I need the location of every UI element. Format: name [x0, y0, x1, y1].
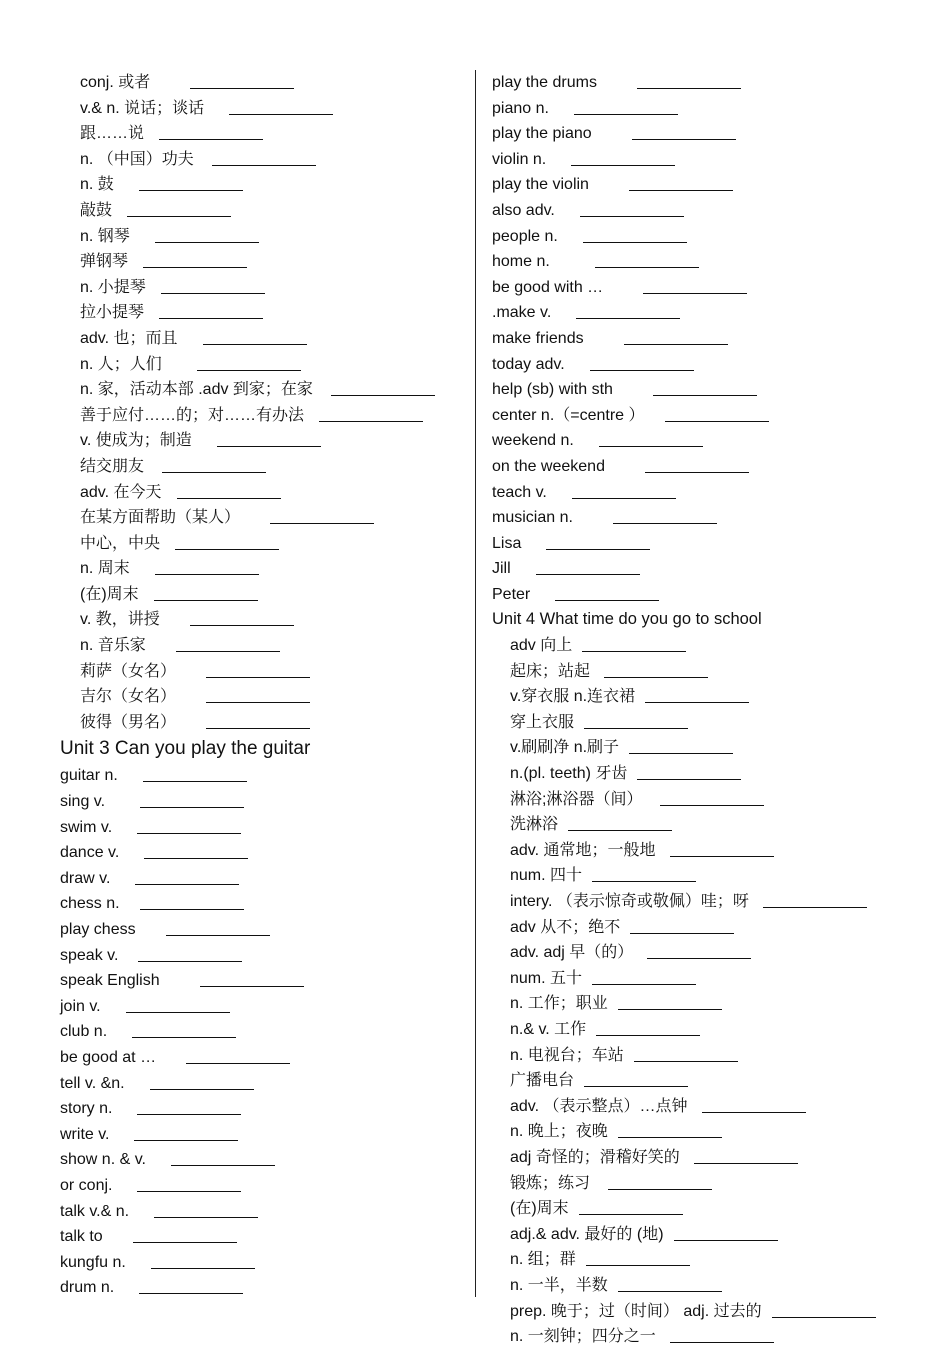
unit2-en-row: [492, 300, 912, 326]
unit2-cn-label: conj. 或者: [80, 74, 151, 91]
unit2-cn-label: v.& n. 说话；谈话: [80, 99, 205, 117]
unit2-en-label: play the violin: [492, 176, 589, 194]
unit2-cn-row: [60, 121, 465, 147]
unit3-word-row: [60, 866, 465, 892]
unit4-word-row: [492, 761, 912, 787]
unit3-word-row: [60, 1071, 465, 1097]
unit2-cn-label: n. 家，活动本部 .adv 到家；在家: [80, 381, 313, 399]
unit2-cn-row: [60, 172, 465, 198]
answer-blank[interactable]: [140, 908, 244, 910]
unit3-word-label: join v.: [60, 997, 101, 1015]
answer-blank[interactable]: [634, 1060, 738, 1062]
answer-blank[interactable]: [190, 624, 294, 626]
unit2-en-label: Peter: [492, 585, 531, 603]
answer-blank[interactable]: [331, 394, 435, 396]
answer-blank[interactable]: [143, 780, 247, 782]
unit2-en-row: [492, 198, 912, 224]
answer-blank[interactable]: [568, 829, 672, 831]
unit3-word-label: guitar n.: [60, 767, 118, 785]
answer-blank[interactable]: [536, 573, 640, 575]
answer-blank[interactable]: [137, 832, 241, 834]
answer-blank[interactable]: [629, 189, 733, 191]
unit2-en-row: [492, 275, 912, 301]
answer-blank[interactable]: [177, 497, 281, 499]
answer-blank[interactable]: [592, 983, 696, 985]
answer-blank[interactable]: [592, 880, 696, 882]
answer-blank[interactable]: [599, 445, 703, 447]
answer-blank[interactable]: [162, 471, 266, 473]
unit2-cn-label: 中心，中央: [80, 534, 161, 552]
unit2-cn-label: 敲鼓: [80, 201, 113, 219]
answer-blank[interactable]: [139, 189, 243, 191]
unit2-cn-row: [60, 428, 465, 454]
unit3-word-label: swim v.: [60, 818, 113, 836]
answer-blank[interactable]: [618, 1290, 722, 1292]
answer-blank[interactable]: [135, 883, 239, 885]
unit3-word-label: show n. & v.: [60, 1151, 146, 1169]
unit2-en-row: [492, 121, 912, 147]
answer-blank[interactable]: [186, 1062, 290, 1064]
unit2-cn-row: [60, 70, 465, 96]
unit2-en-row: [492, 147, 912, 173]
answer-blank[interactable]: [596, 1034, 700, 1036]
answer-blank[interactable]: [319, 420, 423, 422]
answer-blank[interactable]: [126, 1011, 230, 1013]
answer-blank[interactable]: [555, 599, 659, 601]
unit4-word-label: 穿上衣服: [510, 713, 575, 731]
unit4-word-label: 淋浴;淋浴器（间）: [510, 790, 643, 808]
answer-blank[interactable]: [665, 420, 769, 422]
unit3-word-label: draw v.: [60, 869, 111, 887]
unit2-cn-row: [60, 147, 465, 173]
unit2-cn-label: n. 周末: [80, 560, 130, 578]
unit2-en-label: today adv.: [492, 355, 565, 373]
answer-blank[interactable]: [572, 497, 676, 499]
unit4-word-label: 洗淋浴: [510, 816, 559, 834]
unit2-cn-row: [60, 480, 465, 506]
unit2-cn-label: (在)周末: [80, 585, 139, 603]
unit3-word-row: [60, 1122, 465, 1148]
unit2-chinese-list: [60, 70, 465, 735]
unit4-heading: Unit 4 What time do you go to school: [492, 610, 762, 629]
answer-blank[interactable]: [608, 1188, 712, 1190]
unit4-word-row: [492, 991, 912, 1017]
answer-blank[interactable]: [175, 548, 279, 550]
unit2-en-row: [492, 224, 912, 250]
unit4-word-row: [492, 889, 912, 915]
unit2-en-row: [492, 454, 912, 480]
answer-blank[interactable]: [155, 573, 259, 575]
unit2-en-row: [492, 96, 912, 122]
answer-blank[interactable]: [197, 369, 301, 371]
answer-blank[interactable]: [632, 138, 736, 140]
unit2-en-row: [492, 326, 912, 352]
unit3-word-row: [60, 763, 465, 789]
unit3-word-row: [60, 994, 465, 1020]
unit3-word-label: or conj.: [60, 1176, 113, 1194]
unit3-word-row: [60, 1173, 465, 1199]
unit2-cn-label: n. 人；人们: [80, 355, 162, 373]
unit2-en-label: center n.（=centre ）: [492, 406, 645, 424]
answer-blank[interactable]: [702, 1111, 806, 1113]
unit2-cn-row: [60, 249, 465, 275]
unit2-en-label: help (sb) with sth: [492, 381, 613, 399]
unit4-word-label: n. 电视台；车站: [510, 1046, 624, 1064]
unit2-en-label: play the piano: [492, 125, 592, 143]
answer-blank[interactable]: [166, 934, 270, 936]
unit2-en-row: [492, 582, 912, 608]
unit2-en-label: teach v.: [492, 483, 547, 501]
unit4-word-row: [492, 915, 912, 941]
unit4-word-row: [492, 940, 912, 966]
unit4-word-row: [492, 710, 912, 736]
unit3-word-label: dance v.: [60, 844, 120, 862]
answer-blank[interactable]: [127, 215, 231, 217]
unit2-cn-label: n. 钢琴: [80, 227, 130, 245]
unit4-word-label: 广播电台: [510, 1072, 575, 1090]
unit2-cn-label: 彼得（男名）: [80, 713, 177, 731]
unit3-word-row: [60, 943, 465, 969]
unit3-word-row: [60, 1275, 465, 1301]
unit2-english-list: [492, 70, 912, 607]
unit4-word-row: [492, 1094, 912, 1120]
unit2-en-label: make friends: [492, 329, 584, 347]
unit3-word-row: [60, 1199, 465, 1225]
unit3-word-label: tell v. &n.: [60, 1074, 125, 1092]
unit4-word-label: num. 五十: [510, 969, 583, 987]
unit2-cn-row: [60, 684, 465, 710]
unit2-cn-label: v. 教，讲授: [80, 611, 160, 629]
unit4-word-label: n.& v. 工作: [510, 1020, 587, 1038]
unit3-word-label: club n.: [60, 1023, 108, 1041]
unit4-word-row: [492, 1043, 912, 1069]
answer-blank[interactable]: [137, 1190, 241, 1192]
left-column: [60, 70, 465, 1301]
unit3-word-row: [60, 1096, 465, 1122]
unit2-en-label: also adv.: [492, 201, 555, 219]
unit4-word-label: intery. （表示惊奇或敬佩）哇；呀: [510, 893, 749, 910]
unit2-en-row: [492, 249, 912, 275]
unit2-cn-label: 跟……说: [80, 125, 145, 143]
answer-blank[interactable]: [206, 676, 310, 678]
unit2-en-row: [492, 480, 912, 506]
unit2-cn-row: [60, 377, 465, 403]
unit4-word-row: [492, 735, 912, 761]
answer-blank[interactable]: [674, 1239, 778, 1241]
answer-blank[interactable]: [143, 266, 247, 268]
unit3-word-row: [60, 917, 465, 943]
unit2-cn-label: 在某方面帮助（某人）: [80, 509, 241, 527]
unit2-en-label: be good with …: [492, 278, 604, 296]
unit2-en-row: [492, 403, 912, 429]
unit2-cn-row: [60, 403, 465, 429]
answer-blank[interactable]: [618, 1008, 722, 1010]
answer-blank[interactable]: [139, 1292, 243, 1294]
unit4-word-label: n. 组；群: [510, 1251, 576, 1269]
unit2-cn-row: [60, 454, 465, 480]
answer-blank[interactable]: [645, 471, 749, 473]
answer-blank[interactable]: [629, 752, 733, 754]
answer-blank[interactable]: [624, 343, 728, 345]
answer-blank[interactable]: [576, 317, 680, 319]
unit4-word-row: [492, 1273, 912, 1299]
answer-blank[interactable]: [637, 87, 741, 89]
unit4-word-label: v.穿衣服 n.连衣裙: [510, 688, 636, 706]
answer-blank[interactable]: [140, 806, 244, 808]
answer-blank[interactable]: [590, 369, 694, 371]
unit3-word-list: [60, 763, 465, 1300]
unit4-word-label: n. 晚上；夜晚: [510, 1123, 608, 1141]
answer-blank[interactable]: [150, 1088, 254, 1090]
answer-blank[interactable]: [618, 1136, 722, 1138]
unit2-en-label: musician n.: [492, 509, 573, 527]
answer-blank[interactable]: [159, 138, 263, 140]
answer-blank[interactable]: [206, 701, 310, 703]
answer-blank[interactable]: [270, 522, 374, 524]
unit4-word-label: prep. 晚于；过（时间） adj. 过去的: [510, 1302, 762, 1320]
answer-blank[interactable]: [144, 857, 248, 859]
unit2-cn-row: [60, 300, 465, 326]
unit3-word-row: [60, 815, 465, 841]
unit3-word-label: talk v.& n.: [60, 1202, 130, 1220]
unit2-cn-row: [60, 556, 465, 582]
unit2-cn-row: [60, 531, 465, 557]
unit3-word-row: [60, 968, 465, 994]
answer-blank[interactable]: [155, 241, 259, 243]
unit3-word-label: speak English: [60, 972, 160, 990]
unit2-cn-row: [60, 198, 465, 224]
answer-blank[interactable]: [203, 343, 307, 345]
unit4-word-label: n.(pl. teeth) 牙齿: [510, 765, 628, 783]
answer-blank[interactable]: [637, 778, 741, 780]
unit4-word-row: [492, 1222, 912, 1248]
unit2-en-row: [492, 531, 912, 557]
unit2-cn-label: n. 鼓: [80, 176, 114, 194]
unit2-en-row: [492, 377, 912, 403]
unit2-cn-row: [60, 224, 465, 250]
column-divider: [475, 70, 476, 1297]
answer-blank[interactable]: [670, 1341, 774, 1343]
unit2-cn-label: n. 音乐家: [80, 637, 146, 655]
unit2-en-label: Jill: [492, 560, 511, 578]
unit4-word-label: n. 一刻钟；四分之一: [510, 1328, 656, 1346]
unit4-word-row: [492, 1196, 912, 1222]
unit3-word-row: [60, 1045, 465, 1071]
answer-blank[interactable]: [584, 727, 688, 729]
unit4-word-row: [492, 659, 912, 685]
unit4-word-row: [492, 1145, 912, 1171]
answer-blank[interactable]: [161, 292, 265, 294]
unit4-word-label: adj 奇怪的；滑稽好笑的: [510, 1148, 680, 1166]
unit4-word-row: [492, 863, 912, 889]
answer-blank[interactable]: [138, 960, 242, 962]
unit2-en-label: violin n.: [492, 150, 547, 168]
answer-blank[interactable]: [694, 1162, 798, 1164]
unit4-word-label: adv 向上: [510, 637, 573, 655]
unit4-word-row: [492, 633, 912, 659]
unit3-word-label: chess n.: [60, 895, 120, 913]
answer-blank[interactable]: [583, 241, 687, 243]
answer-blank[interactable]: [772, 1316, 876, 1318]
unit2-en-label: piano n.: [492, 99, 549, 117]
answer-blank[interactable]: [645, 701, 749, 703]
unit4-word-label: adv. adj 早（的）: [510, 944, 634, 962]
unit2-cn-label: 莉萨（女名）: [80, 662, 177, 680]
unit3-word-label: be good at …: [60, 1048, 157, 1066]
unit3-word-row: [60, 891, 465, 917]
unit4-word-row: [492, 1017, 912, 1043]
answer-blank[interactable]: [574, 113, 678, 115]
unit4-word-row: [492, 1247, 912, 1273]
answer-blank[interactable]: [763, 906, 867, 908]
unit3-word-label: talk to: [60, 1228, 103, 1246]
answer-blank[interactable]: [604, 676, 708, 678]
unit2-cn-label: 拉小提琴: [80, 304, 145, 322]
unit2-en-row: [492, 556, 912, 582]
unit2-cn-label: n. 小提琴: [80, 278, 146, 296]
answer-blank[interactable]: [647, 957, 751, 959]
unit2-cn-label: 弹钢琴: [80, 253, 129, 271]
answer-blank[interactable]: [206, 727, 310, 729]
unit4-word-label: n. 一半，半数: [510, 1276, 608, 1294]
answer-blank[interactable]: [154, 1216, 258, 1218]
unit2-cn-row: [60, 710, 465, 736]
unit2-cn-row: [60, 659, 465, 685]
answer-blank[interactable]: [200, 985, 304, 987]
answer-blank[interactable]: [653, 394, 757, 396]
answer-blank[interactable]: [613, 522, 717, 524]
answer-blank[interactable]: [151, 1267, 255, 1269]
unit2-cn-row: [60, 96, 465, 122]
unit4-word-label: (在)周末: [510, 1200, 569, 1218]
unit4-word-row: [492, 838, 912, 864]
right-column: [492, 70, 912, 1350]
unit3-word-label: write v.: [60, 1125, 110, 1143]
unit4-word-row: [492, 1171, 912, 1197]
unit2-en-label: on the weekend: [492, 457, 605, 475]
unit2-cn-row: [60, 326, 465, 352]
unit4-word-row: [492, 812, 912, 838]
unit3-word-label: drum n.: [60, 1279, 115, 1297]
unit2-cn-row: [60, 505, 465, 531]
answer-blank[interactable]: [595, 266, 699, 268]
answer-blank[interactable]: [630, 932, 734, 934]
unit2-cn-label: n. （中国）功夫: [80, 150, 194, 168]
unit3-word-row: [60, 840, 465, 866]
answer-blank[interactable]: [159, 317, 263, 319]
unit4-word-row: [492, 787, 912, 813]
answer-blank[interactable]: [546, 548, 650, 550]
unit2-en-label: home n.: [492, 253, 550, 271]
unit3-word-label: sing v.: [60, 793, 106, 811]
answer-blank[interactable]: [580, 215, 684, 217]
unit4-word-label: 锻炼；练习: [510, 1174, 591, 1192]
unit4-word-row: [492, 966, 912, 992]
unit4-word-label: adv 从不；绝不: [510, 918, 621, 936]
unit4-word-label: adj.& adv. 最好的 (地): [510, 1225, 664, 1243]
unit4-word-row: [492, 1299, 912, 1325]
answer-blank[interactable]: [217, 445, 321, 447]
unit2-en-label: Lisa: [492, 534, 522, 552]
unit2-en-label: people n.: [492, 227, 558, 245]
answer-blank[interactable]: [154, 599, 258, 601]
unit4-word-row: [492, 684, 912, 710]
answer-blank[interactable]: [134, 1139, 238, 1141]
unit2-en-row: [492, 352, 912, 378]
unit4-word-label: adv. （表示整点）…点钟: [510, 1097, 688, 1115]
unit2-cn-row: [60, 582, 465, 608]
answer-blank[interactable]: [190, 87, 294, 89]
unit4-word-label: 起床；站起: [510, 662, 591, 680]
unit2-cn-label: 结交朋友: [80, 457, 145, 475]
answer-blank[interactable]: [584, 1085, 688, 1087]
unit4-word-label: adv. 通常地；一般地: [510, 841, 656, 859]
answer-blank[interactable]: [670, 855, 774, 857]
unit3-word-row: [60, 1019, 465, 1045]
unit2-en-label: weekend n.: [492, 432, 574, 450]
unit3-word-label: play chess: [60, 921, 136, 938]
unit4-word-label: n. 工作；职业: [510, 995, 608, 1013]
unit3-word-row: [60, 789, 465, 815]
answer-blank[interactable]: [579, 1213, 683, 1215]
answer-blank[interactable]: [212, 164, 316, 166]
unit4-word-row: [492, 1119, 912, 1145]
unit2-cn-row: [60, 352, 465, 378]
unit2-cn-row: [60, 275, 465, 301]
unit3-word-label: kungfu n.: [60, 1253, 126, 1271]
answer-blank[interactable]: [582, 650, 686, 652]
answer-blank[interactable]: [643, 292, 747, 294]
answer-blank[interactable]: [137, 1113, 241, 1115]
answer-blank[interactable]: [176, 650, 280, 652]
unit3-word-row: [60, 1224, 465, 1250]
unit3-heading: Unit 3 Can you play the guitar: [60, 738, 311, 760]
unit4-word-row: [492, 1324, 912, 1350]
unit2-cn-label: 善于应付……的；对……有办法: [80, 406, 305, 424]
unit2-cn-row: [60, 633, 465, 659]
unit4-word-label: v.刷刷净 n.刷子: [510, 739, 620, 757]
answer-blank[interactable]: [229, 113, 333, 115]
unit2-en-row: [492, 70, 912, 96]
answer-blank[interactable]: [660, 804, 764, 806]
answer-blank[interactable]: [586, 1264, 690, 1266]
answer-blank[interactable]: [171, 1164, 275, 1166]
answer-blank[interactable]: [132, 1036, 236, 1038]
unit2-cn-label: 吉尔（女名）: [80, 688, 177, 706]
unit3-word-row: [60, 1147, 465, 1173]
unit3-word-row: [60, 1250, 465, 1276]
unit4-word-list: [492, 633, 912, 1350]
unit4-word-row: [492, 1068, 912, 1094]
answer-blank[interactable]: [571, 164, 675, 166]
unit3-word-label: speak v.: [60, 946, 119, 964]
unit2-en-label: play the drums: [492, 74, 597, 91]
unit4-word-label: num. 四十: [510, 867, 583, 885]
answer-blank[interactable]: [133, 1241, 237, 1243]
unit2-cn-row: [60, 607, 465, 633]
unit3-word-label: story n.: [60, 1100, 113, 1118]
unit2-cn-label: adv. 也；而且: [80, 329, 178, 347]
unit2-en-row: [492, 428, 912, 454]
unit2-en-row: [492, 505, 912, 531]
unit2-en-row: [492, 172, 912, 198]
unit2-cn-label: v. 使成为；制造: [80, 432, 192, 450]
unit2-cn-label: adv. 在今天: [80, 483, 162, 501]
unit2-en-label: .make v.: [492, 304, 552, 322]
